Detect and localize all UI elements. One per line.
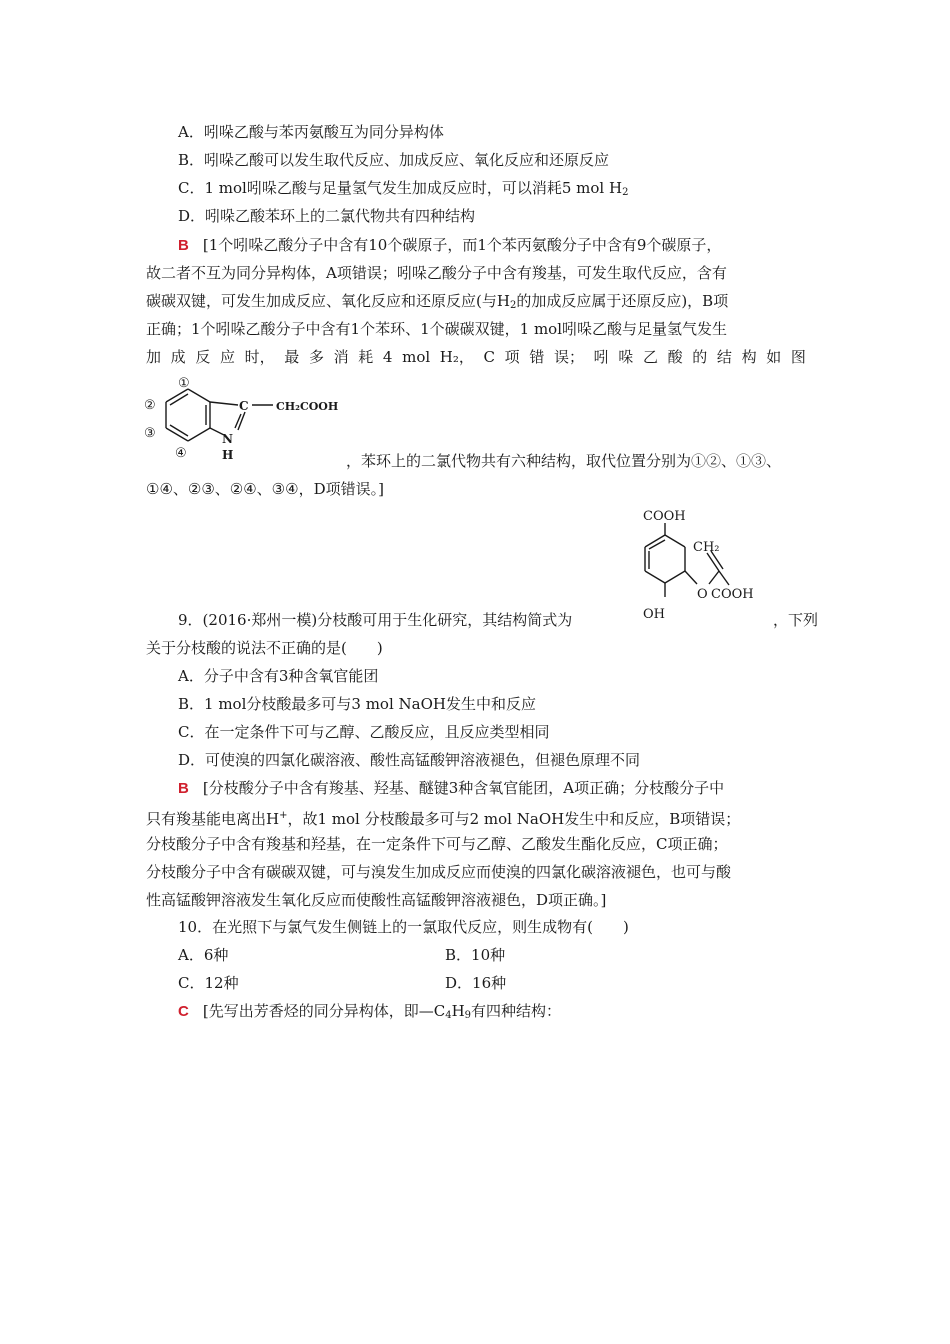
q8-option-d: D．吲哚乙酸苯环上的二氯代物共有四种结构 xyxy=(178,207,476,225)
q8-option-a: A．吲哚乙酸与苯丙氨酸互为同分异构体 xyxy=(178,123,444,141)
carboxyl-right-label: COOH xyxy=(711,587,754,602)
q9-stem-line-2: 关于分枝酸的说法不正确的是( ) xyxy=(146,639,383,657)
q8-explanation-line-1: B [1个吲哚乙酸分子中含有10个碳原子，而1个苯丙氨酸分子中含有9个碳原子， xyxy=(178,236,722,254)
q10-option-b: B．10种 xyxy=(445,946,506,964)
ether-oxygen-label: O xyxy=(697,587,708,602)
position-4-label: ④ xyxy=(175,446,187,461)
hydrogen-label: H xyxy=(222,448,234,462)
position-1-label: ① xyxy=(178,376,190,391)
q8-explanation-line-6: ，苯环上的二氯代物共有六种结构，取代位置分别为①②、①③、 xyxy=(346,452,782,470)
q9-answer: B xyxy=(178,780,189,797)
methylene-label: CH₂ xyxy=(693,540,720,555)
q9-explanation-line-4: 分枝酸分子中含有碳碳双键，可与溴发生加成反应而使溴的四氯化碳溶液褪色，也可与酸 xyxy=(146,863,732,881)
q9-stem-line-1-tail: ，下列 xyxy=(773,611,819,629)
q9-option-d: D．可使溴的四氯化碳溶液、酸性高锰酸钾溶液褪色，但褪色原理不同 xyxy=(178,751,641,769)
q8-explanation-line-2: 故二者不互为同分异构体，A项错误；吲哚乙酸分子中含有羧基，可发生取代反应，含有 xyxy=(146,264,727,282)
q9-option-c: C．在一定条件下可与乙醇、乙酸反应，且反应类型相同 xyxy=(178,723,550,741)
position-2-label: ② xyxy=(144,398,156,413)
carboxyl-top-label: COOH xyxy=(643,509,686,524)
q10-stem: 10．在光照下与氯气发生侧链上的一氯取代反应，则生成物有( ) xyxy=(178,918,629,936)
q9-explanation-line-3: 分枝酸分子中含有羧基和羟基，在一定条件下可与乙醇、乙酸发生酯化反应，C项正确； xyxy=(146,835,728,853)
side-chain-label: CH₂COOH xyxy=(276,400,339,413)
chorismic-acid-structure xyxy=(625,505,770,627)
q9-option-a: A．分子中含有3种含氧官能团 xyxy=(178,667,379,685)
q8-answer: B xyxy=(178,237,189,254)
q8-explanation-line-4: 正确；1个吲哚乙酸分子中含有1个苯环、1个碳碳双键，1 mol吲哚乙酸与足量氢气发生 xyxy=(146,320,727,338)
indoleacetic-acid-structure xyxy=(140,372,350,464)
q10-explanation: C [先写出芳香烃的同分异构体，即$—C_4H_9$有四种结构： xyxy=(178,1002,562,1021)
q10-option-c: C．12种 xyxy=(178,974,239,992)
q8-explanation-line-3: 碳碳双键，可发生加成反应、氧化反应和还原反应(与$H_2$的加成反应属于还原反应)，B项 xyxy=(146,292,729,311)
nitrogen-label: N xyxy=(222,432,233,446)
q8-explanation-line-7: ①④、②③、②④、③④，D项错误。] xyxy=(146,480,384,498)
q8-option-c: C．1 mol吲哚乙酸与足量氢气发生加成反应时，可以消耗5 mol $H_2$ xyxy=(178,179,629,198)
q9-explanation-line-2: 只有羧基能电离出H+，故1 mol 分枝酸最多可与2 mol NaOH发生中和反应，B项错误； xyxy=(146,810,741,828)
q8-explanation-line-5: 加 成 反 应 时， 最 多 消 耗 4 mol H₂， C 项 错 误； 吲 哚 乙 酸 的 结 构 如 图 xyxy=(146,348,806,366)
q9-option-b: B．1 mol分枝酸最多可与3 mol NaOH发生中和反应 xyxy=(178,695,536,713)
q10-option-a: A．6种 xyxy=(178,946,229,964)
hydroxyl-label: OH xyxy=(643,607,665,622)
q9-explanation-line-1: B [分枝酸分子中含有羧基、羟基、醚键3种含氧官能团，A项正确；分枝酸分子中 xyxy=(178,779,725,797)
position-3-label: ③ xyxy=(144,426,156,441)
q9-explanation-line-5: 性高锰酸钾溶液发生氧化反应而使酸性高锰酸钾溶液褪色，D项正确。] xyxy=(146,891,607,909)
q9-stem-line-1: 9．(2016·郑州一模)分枝酸可用于生化研究，其结构简式为 xyxy=(178,611,573,629)
q8-option-b: B．吲哚乙酸可以发生取代反应、加成反应、氧化反应和还原反应 xyxy=(178,151,610,169)
carbon-label: C xyxy=(239,399,249,413)
q10-answer: C xyxy=(178,1003,189,1020)
q10-option-d: D．16种 xyxy=(445,974,507,992)
